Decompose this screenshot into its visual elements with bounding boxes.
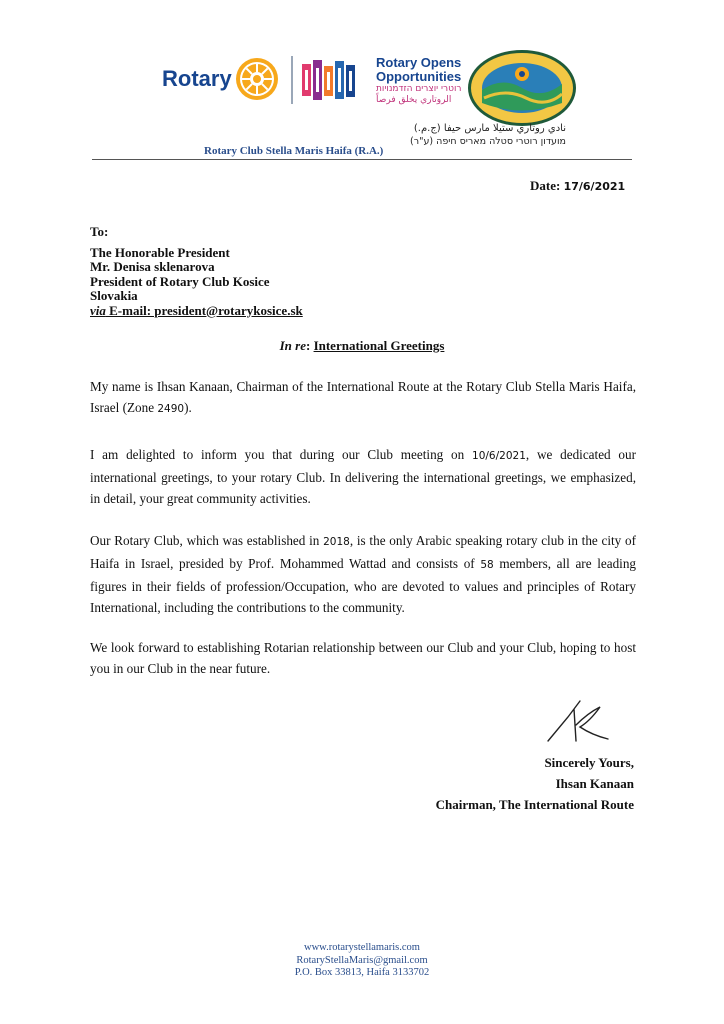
body-paragraph-3: Our Rotary Club, which was established in 2018, is the only Arabic speaking rotary club in the city of Haifa in Israel, presided by Prof. Mohammed Wattad and consists of 58 members, all are leading figures in their fields of profession/Occupation, who are devoted to values and principles of Rotary International, including the contributions to the community. (90, 533, 637, 615)
subject-line: In re: International Greetings (279, 338, 445, 353)
body-paragraph-2: I am delighted to inform you that during our Club meeting on 10/6/2021, we dedicated our international greetings, to your rotary Club. In delivering the international greetings, we emphasized, in detail, your great community activities. (90, 447, 637, 506)
rotary-opens-arabic: الروتاري يخلق فرصاً (376, 95, 452, 105)
recipient-email: via E-mail: president@rotarykosice.sk (90, 302, 303, 318)
recipient-line: Mr. Denisa sklenarova (90, 259, 215, 274)
to-label: To: (90, 224, 109, 239)
handwritten-signature (544, 695, 614, 747)
recipient-block (90, 225, 303, 318)
rotary-opens-opportunities-icon (302, 58, 364, 102)
rotary-wheel-icon (234, 56, 280, 102)
recipient-line: Slovakia (90, 288, 138, 303)
footer-contact (0, 942, 724, 980)
footer-address: P.O. Box 33813, Haifa 3133702 (294, 967, 430, 978)
letter-date: Date: 17/6/2021 (530, 178, 626, 193)
club-name-hebrew: מועדון רוטרי סטלה מאריס חיפה (ע"ר) (410, 136, 566, 147)
rotary-opens-opportunities-text: Rotary Opens Opportunities (376, 55, 462, 84)
rotary-opens-hebrew: רוטרי יוצרים הזדמנויות (376, 84, 462, 94)
recipient-line: President of Rotary Club Kosice (90, 273, 270, 289)
club-seal-logo (466, 48, 578, 128)
signer-name: Ihsan Kanaan (555, 776, 634, 791)
body-paragraph-4: We look forward to establishing Rotarian relationship between our Club and your Club, hoping to host you in our Club in the near future. (90, 640, 636, 676)
header-rule (92, 159, 632, 160)
header-divider (291, 56, 293, 104)
footer-website: www.rotarystellamaris.com (304, 942, 420, 953)
recipient-line: The Honorable President (90, 244, 230, 260)
footer-email: RotaryStellaMaris@gmail.com (296, 954, 428, 966)
body-paragraph-1: My name is Ihsan Kanaan, Chairman of the International Route at the Rotary Club Stella Maris Haifa, Israel (Zone 2490). (90, 379, 636, 415)
rotary-logo-text: Rotary (162, 66, 232, 91)
signer-title: Chairman, The International Route (435, 797, 634, 812)
club-name-english: Rotary Club Stella Maris Haifa (R.A.) (204, 145, 384, 157)
club-name-arabic: نادي روتاري ستيلا مارس حيفا (ج.م.) (413, 123, 566, 134)
closing-salutation: Sincerely Yours, (544, 755, 634, 770)
closing-block (436, 752, 634, 815)
